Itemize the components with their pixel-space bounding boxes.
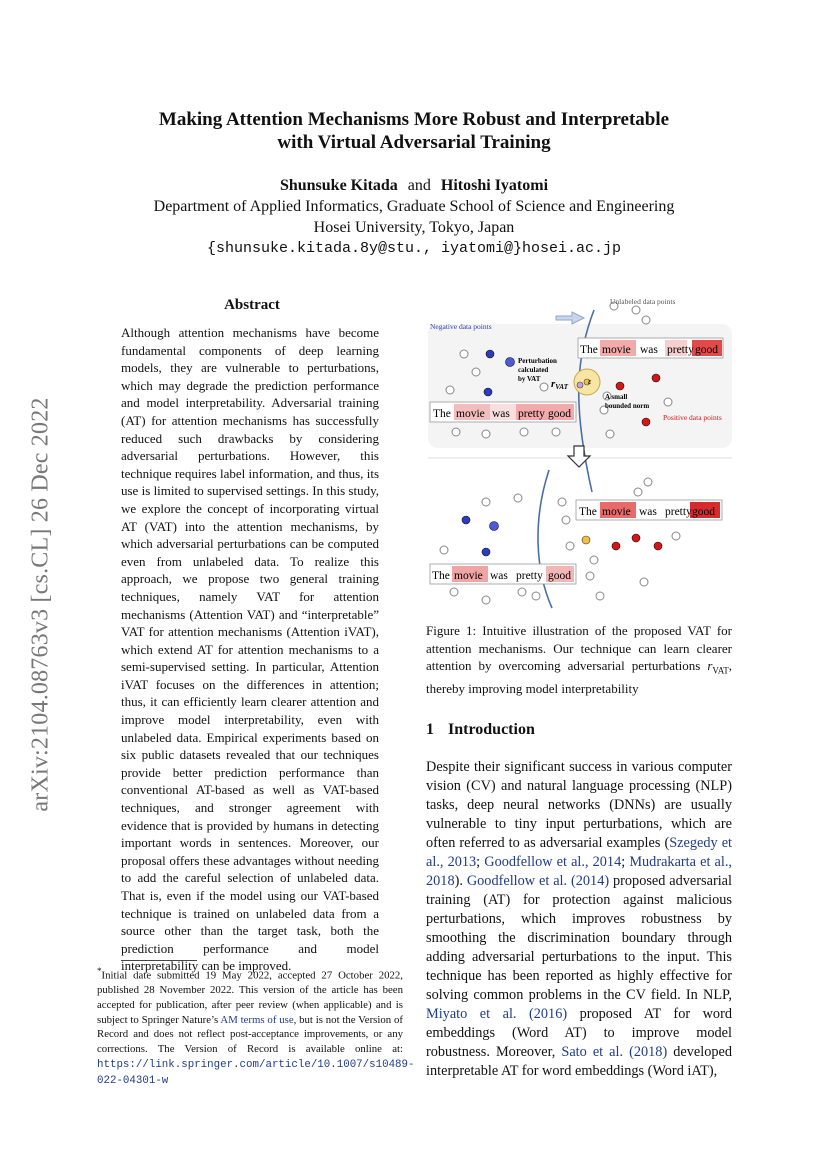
- label-negative: Negative data points: [430, 322, 492, 331]
- point: [590, 556, 598, 564]
- citation-miyato[interactable]: Miyato et al. (2016): [426, 1006, 568, 1022]
- point: [518, 588, 526, 596]
- footnote-link[interactable]: AM terms of use: [220, 1013, 294, 1026]
- word: pretty: [665, 506, 692, 518]
- point: [664, 398, 672, 406]
- word: movie: [602, 506, 631, 518]
- word: was: [639, 506, 657, 518]
- arxiv-stamp: [24, 362, 58, 846]
- word: The: [579, 506, 597, 518]
- footnote-text-1: Initial date submitted 19 May 2022, accepted 27 October 2022, published 28 November 2022. This version of the article has been accepted for publication, after peer review (when applicable) and is subject to Springer Nature’s: [97, 969, 403, 1026]
- sentence-text: [580, 344, 718, 356]
- word: movie: [602, 344, 631, 356]
- epsilon-label: ε: [588, 377, 592, 386]
- origin-point: [577, 382, 583, 388]
- title-line-1: Making Attention Mechanisms More Robust and Interpretable: [158, 109, 670, 130]
- author-1: Shunsuke Kitada: [279, 177, 398, 194]
- paper-title: [100, 108, 728, 154]
- citation-goodfellow[interactable]: Goodfellow et al., 2014: [484, 854, 622, 870]
- word: pretty: [516, 570, 543, 582]
- intro-text-4: developed interpretable AT for word embeddings (Word iAT),: [426, 1044, 732, 1079]
- shift-arrow-icon: [556, 312, 584, 324]
- positive-points-2: [612, 534, 662, 550]
- point: [440, 546, 448, 554]
- word: movie: [454, 570, 483, 582]
- point: [644, 478, 652, 486]
- word: was: [490, 570, 508, 582]
- r-sub: VAT: [555, 383, 568, 391]
- footnote-mark: *: [97, 966, 102, 976]
- word: good: [548, 408, 571, 420]
- intro-sep-2: ;: [621, 854, 630, 870]
- point: [472, 368, 480, 376]
- point: [514, 494, 522, 502]
- citation-sato[interactable]: Sato et al. (2018): [561, 1044, 668, 1060]
- label-perturbation-1: Perturbation: [518, 357, 557, 365]
- caption-text: Intuitive illustration of the proposed VAT for attention mechanisms. Our technique can learn clearer attention by overcoming adversarial perturbations: [426, 623, 732, 674]
- abstract-text: Although attention mechanisms have become fundamental components of deep learning models, they are vulnerable to perturbations, which may degrade the prediction performance and model interpretability. Adversarial training (AT) for attention mechanisms has successfully reduced such drawbacks by considering adversarial perturbations. However, this technique requires label information, and thus, its use is limited to supervised settings. In this study, we explore the concept of incorporating virtual AT (VAT) into the attention mechanisms, by which adversarial perturbations can be computed even from unlabeled data. To realize this approach, we propose two general training techniques, namely VAT for attention mechanisms (Attention VAT) and “interpretable” VAT for attention mechanisms (Attention iVAT), which extend AT for attention mechanisms to a semi-supervised setting. In particular, Attention iVAT focuses on the differences in attention; thus, it can efficiently learn clearer attention and improve model interpretability, even with unlabeled data. Empirical experiments based on six public datasets revealed that our techniques provide better prediction performance than conventional AT-based as well as VAT-based techniques, and stronger agreement with evidence that is provided by humans in detecting important words in sentences. Moreover, our proposal offers these advantages without needing to add the careful selection of unlabeled data. That is, even if the model using our VAT-based technique is trained on unlabeled data from a source other than the target task, both the prediction performance and model interpretability can be improved.: [121, 325, 379, 974]
- point: [486, 350, 494, 358]
- word: The: [432, 570, 450, 582]
- sentence-text: [579, 506, 715, 518]
- point: [462, 516, 470, 524]
- arxiv-id: arXiv:2104.08763v3 [cs.CL] 26 Dec 2022: [27, 396, 54, 812]
- point: [632, 534, 640, 542]
- point: [566, 542, 574, 550]
- figure-1: [424, 292, 736, 610]
- sentence-bottom-left: [430, 564, 576, 584]
- label-unlabeled: Unlabeled data points: [610, 297, 676, 306]
- email: {shunsuke.kitada.8y@stu., iyatomi@}hosei.ac.jp: [206, 240, 622, 257]
- figure-caption: [426, 622, 732, 698]
- sentence-top-left: [430, 402, 576, 422]
- sentence-top-right: [578, 338, 723, 358]
- point: [450, 588, 458, 596]
- point: [506, 358, 515, 367]
- label-positive: Positive data points: [663, 413, 722, 422]
- footnote-url[interactable]: https://link.springer.com/article/10.1007/s10489-022-04301-w: [97, 1058, 415, 1087]
- point: [634, 488, 642, 496]
- word: The: [433, 408, 451, 420]
- r-symbol: r: [551, 378, 556, 390]
- word: good: [692, 506, 715, 518]
- word: good: [548, 570, 571, 582]
- point: [446, 386, 454, 394]
- decision-boundary-2: [538, 470, 552, 608]
- label-perturbation-3: by VAT: [518, 375, 541, 383]
- point: [482, 498, 490, 506]
- point: [612, 542, 620, 550]
- point: [642, 418, 650, 426]
- point: [484, 388, 492, 396]
- unlabeled-points-2: [440, 478, 680, 604]
- word: good: [695, 344, 718, 356]
- point: [460, 350, 468, 358]
- word: was: [640, 344, 658, 356]
- label-small-norm-2: bounded norm: [605, 402, 650, 410]
- word: movie: [456, 408, 485, 420]
- point: [632, 306, 640, 314]
- sentence-text: [433, 408, 571, 420]
- citation-goodfellow-2014[interactable]: Goodfellow et al. (2014): [466, 873, 610, 889]
- point: [672, 532, 680, 540]
- point: [652, 374, 660, 382]
- point: [552, 428, 560, 436]
- point: [520, 428, 528, 436]
- affiliation-2: Hosei University, Tokyo, Japan: [313, 219, 515, 236]
- point: [606, 430, 614, 438]
- point: [490, 522, 499, 531]
- point: [596, 592, 604, 600]
- label-small-norm-1: A small: [605, 393, 628, 401]
- footnote-text-2: , but is not the Version of Record and does not reflect post-acceptance improvements, or any corrections. The Version of Record is available online at:: [97, 1013, 403, 1056]
- point: [452, 428, 460, 436]
- caption-sub: VAT: [712, 665, 729, 676]
- author-2: Hitoshi Iyatomi: [440, 177, 549, 194]
- section-number: 1: [426, 721, 434, 738]
- negative-points-2: [462, 516, 499, 556]
- intro-sep-1: ;: [476, 854, 485, 870]
- section-title: Introduction: [448, 721, 535, 738]
- author-and: and: [407, 177, 431, 194]
- footnote-rule: [121, 960, 197, 961]
- word: pretty: [667, 344, 694, 356]
- intro-sep-3: ).: [454, 873, 467, 889]
- citation-mudrakarta[interactable]: Mudrakarta et al., 2018: [426, 854, 732, 889]
- word: was: [492, 408, 510, 420]
- intro-text-3: proposed AT for word embeddings (Word AT) to improve model robustness. Moreover,: [426, 1006, 732, 1060]
- label-perturbation-2: calculated: [518, 366, 549, 374]
- point: [482, 596, 490, 604]
- footnote: [97, 964, 415, 1088]
- point: [540, 383, 548, 391]
- word: pretty: [518, 408, 545, 420]
- intro-text-1: Despite their significant success in various computer vision (CV) and natural language processing (NLP) tasks, deep neural networks (DNNs) are usually vulnerable to tiny input perturbations, which are often referred to as adversarial examples (: [426, 759, 732, 851]
- caption-label: Figure 1:: [426, 623, 477, 638]
- word: The: [580, 344, 598, 356]
- point: [532, 592, 540, 600]
- point: [642, 316, 650, 324]
- point: [586, 572, 594, 580]
- affiliation-1: Department of Applied Informatics, Graduate School of Science and Engineering: [153, 198, 675, 215]
- point: [654, 542, 662, 550]
- section-heading: [426, 721, 535, 739]
- point: [640, 578, 648, 586]
- author-block: [100, 175, 728, 259]
- point: [558, 498, 566, 506]
- perturbed-point-2: [582, 536, 590, 544]
- abstract-heading: Abstract: [224, 297, 280, 313]
- point: [562, 516, 570, 524]
- title-line-2: with Virtual Adversarial Training: [277, 132, 551, 153]
- intro-paragraph: [426, 758, 732, 1081]
- citation-szegedy[interactable]: Szegedy et al., 2013: [426, 835, 733, 870]
- sentence-bottom-right: [576, 500, 722, 520]
- point: [616, 382, 624, 390]
- point: [482, 430, 490, 438]
- caption-text-2: , thereby improving model interpretability: [426, 658, 732, 697]
- caption-symbol: r: [707, 658, 713, 674]
- point: [482, 548, 490, 556]
- intro-text-2: proposed adversarial training (AT) for protection against malicious perturbations, which improves robustness by smoothing the discrimination boundary through adding adversarial perturbations to the input. This technique has been reported as highly effective for solving common problems in the CV field. In NLP,: [426, 873, 732, 1003]
